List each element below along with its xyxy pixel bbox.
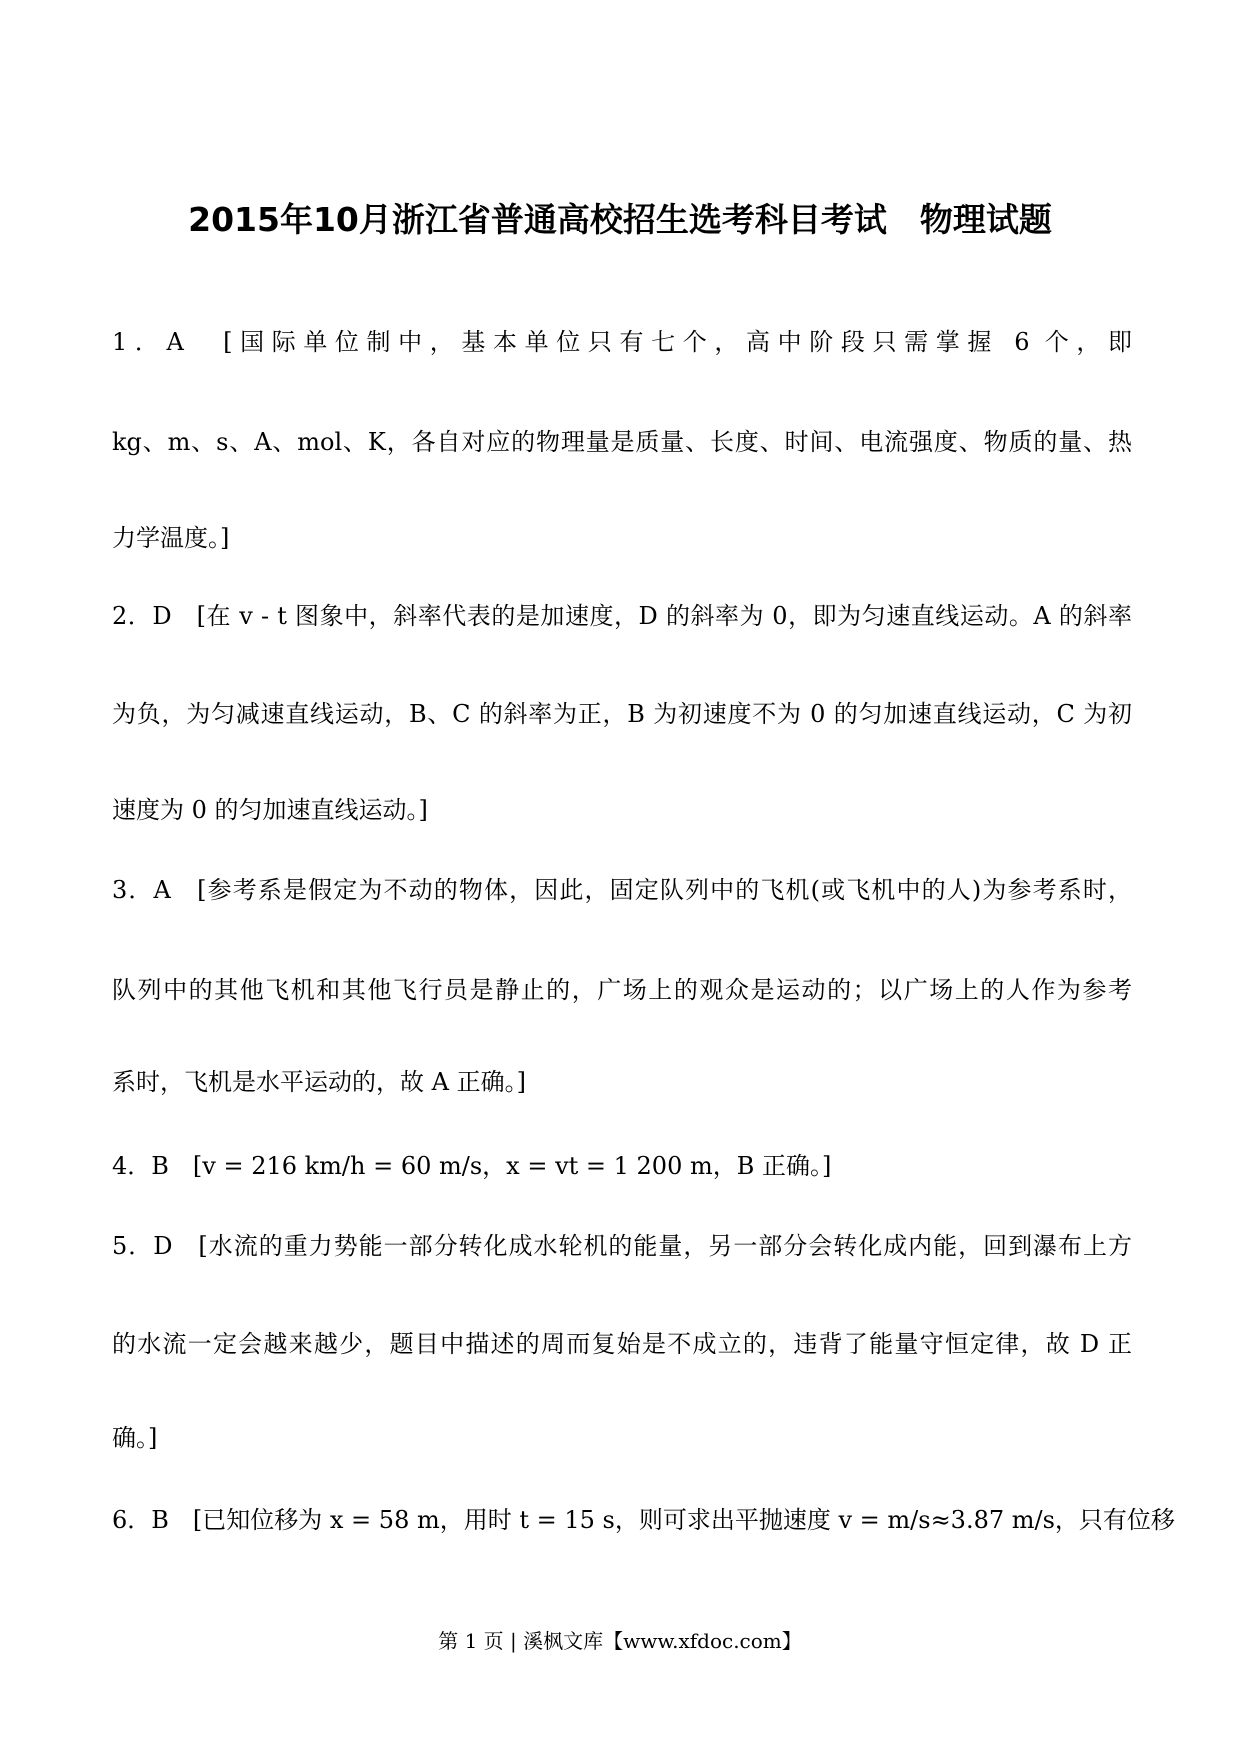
answer-line: 速度为 0 的匀加速直线运动。] <box>112 796 428 824</box>
answer-line: 确。] <box>112 1424 158 1452</box>
answer-line: 1．A [国际单位制中，基本单位只有七个，高中阶段只需掌握 6 个，即 <box>112 328 1132 356</box>
answer-line: 6．B [已知位移为 x = 58 m，用时 t = 15 s，则可求出平抛速度 v = m/s≈3.87 m/s，只有位移 <box>112 1506 1175 1534</box>
answer-line: 2．D [在 v - t 图象中，斜率代表的是加速度，D 的斜率为 0，即为匀速直线运动。A 的斜率 <box>112 602 1132 630</box>
answer-line: 系时，飞机是水平运动的，故 A 正确。] <box>112 1068 526 1096</box>
answer-line: 力学温度。] <box>112 524 230 552</box>
page-footer: 第 1 页 | 溪枫文库【www.xfdoc.com】 <box>438 1629 802 1653</box>
page-title: 2015年10月浙江省普通高校招生选考科目考试 物理试题 <box>188 200 1052 239</box>
answer-line: 的水流一定会越来越少，题目中描述的周而复始是不成立的，违背了能量守恒定律，故 D 正 <box>112 1330 1132 1358</box>
answer-line: 4．B [v = 216 km/h = 60 m/s，x = vt = 1 200 m，B 正确。] <box>112 1152 832 1180</box>
answer-line: 5．D [水流的重力势能一部分转化成水轮机的能量，另一部分会转化成内能，回到瀑布上方 <box>112 1232 1132 1260</box>
answer-line: 为负，为匀减速直线运动，B、C 的斜率为正，B 为初速度不为 0 的匀加速直线运动，C 为初 <box>112 700 1132 728</box>
answer-line: 队列中的其他飞机和其他飞行员是静止的，广场上的观众是运动的；以广场上的人作为参考 <box>112 976 1132 1004</box>
answer-line: kg、m、s、A、mol、K，各自对应的物理量是质量、长度、时间、电流强度、物质的量、热 <box>112 428 1132 456</box>
answer-line: 3．A [参考系是假定为不动的物体，因此，固定队列中的飞机(或飞机中的人)为参考系时， <box>112 876 1132 904</box>
